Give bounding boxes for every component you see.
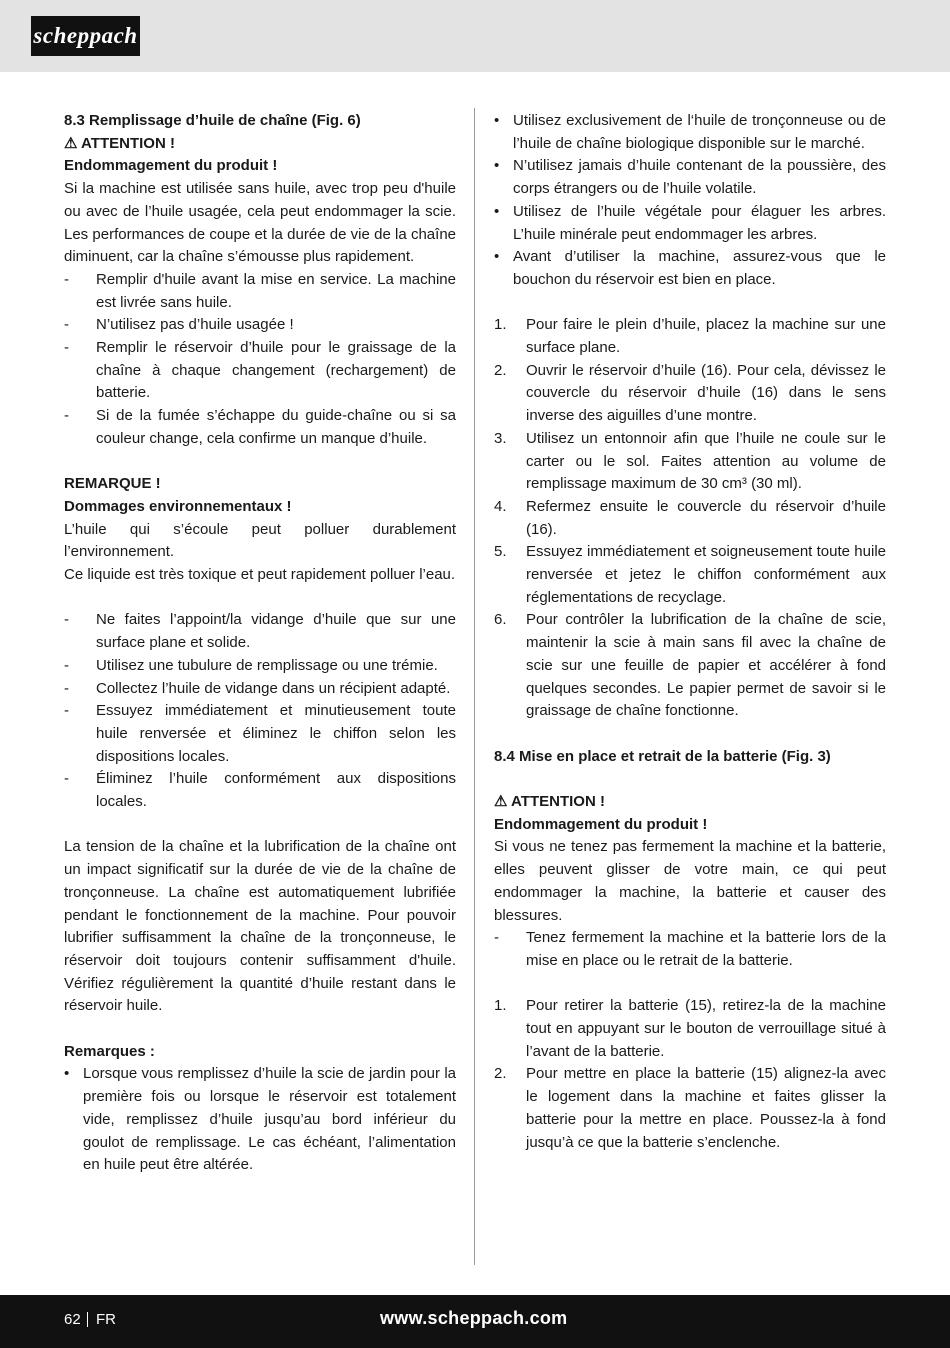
list-item-text: Tenez fermement la machine et la batterie lors de la mise en place ou le retrait de la batterie. xyxy=(526,929,886,969)
bullet-list-item xyxy=(494,201,886,246)
number-marker: 6. xyxy=(494,611,507,629)
numbered-list-item xyxy=(494,1063,886,1154)
dash-list-item xyxy=(64,405,456,450)
number-marker: 3. xyxy=(494,429,507,447)
dash-marker: - xyxy=(64,611,69,629)
dash-list-item xyxy=(64,314,456,337)
dash-list-item xyxy=(64,655,456,678)
numbered-list-item xyxy=(494,541,886,609)
dash-marker: - xyxy=(64,339,69,357)
dash-marker: - xyxy=(494,929,499,947)
dash-list-item xyxy=(64,768,456,813)
bullet-marker: • xyxy=(64,1065,70,1083)
dash-list-item xyxy=(64,678,456,701)
section-8-3-title: 8.3 Remplissage d’huile de chaîne (Fig. 6) xyxy=(64,112,361,129)
list-item-text: Collectez l’huile de vidange dans un récipient adapté. xyxy=(96,679,451,697)
bullet-marker: • xyxy=(494,202,500,220)
numbered-list-item xyxy=(494,360,886,428)
paragraph: Si vous ne tenez pas fermement la machine et la batterie, elles peuvent glisser de votre main, ce qui peut endommager la machine, la batterie et causer des blessures. xyxy=(494,838,886,924)
numbered-list-item xyxy=(494,314,886,359)
list-item-text: Éliminez l’huile conformément aux dispositions locales. xyxy=(96,770,456,811)
number-marker: 2. xyxy=(494,1065,507,1083)
numbered-list-item xyxy=(494,995,886,1063)
bullet-marker: • xyxy=(494,248,500,266)
numbered-list-item xyxy=(494,428,886,496)
list-item-text: Refermez ensuite le couvercle du réservoir d’huile (16). xyxy=(526,497,886,538)
brand-logo: scheppach xyxy=(31,16,140,56)
dash-list-item xyxy=(494,927,886,972)
number-marker: 2. xyxy=(494,361,507,379)
list-item-text: Ouvrir le réservoir d’huile (16). Pour cela, dévissez le couvercle du réservoir d’huile (16) dans le sens inverse des aiguilles d’une montre. xyxy=(526,361,886,425)
list-item-text: N’utilisez pas d’huile usagée ! xyxy=(96,316,294,334)
number-marker: 1. xyxy=(494,997,507,1015)
list-item-text: Lorsque vous remplissez d’huile la scie de jardin pour la première fois ou lorsque le réservoir est totalement vide, remplissez d’huile jusqu’au bord inférieur du goulot de remplissage. Le cas échéant, l’alimentation en huile peut être altérée. xyxy=(83,1065,456,1174)
dash-marker: - xyxy=(64,679,69,697)
list-item-text: Remplir d'huile avant la mise en service. La machine est livrée sans huile. xyxy=(96,270,456,311)
list-item-text: Pour mettre en place la batterie (15) alignez-la avec le logement dans la machine et faites glisser la batterie pour la mettre en place. Poussez-la à fond jusqu’à ce que la batterie s’enclenche. xyxy=(526,1065,886,1151)
list-item-text: Utilisez de l’huile végétale pour élaguer les arbres. L’huile minérale peut endommager les arbres. xyxy=(513,202,886,243)
column-divider xyxy=(474,108,475,1265)
damage-heading: Endommagement du produit ! xyxy=(64,157,278,175)
paragraph: Si la machine est utilisée sans huile, avec trop peu d'huile ou avec de l’huile usagée, cela peut endommager la scie. Les performances de coupe et la durée de vie de la chaîne diminuent, car la chaîne s’émousse plus rapidement. xyxy=(64,180,456,266)
bullet-list-item xyxy=(494,110,886,155)
attention-label: ⚠ ATTENTION ! xyxy=(64,134,175,152)
language-code: FR xyxy=(96,1311,116,1328)
dash-list-item xyxy=(64,269,456,314)
paragraph: L’huile qui s’écoule peut polluer durablement l’environnement. xyxy=(64,520,456,561)
list-item-text: Utilisez une tubulure de remplissage ou une trémie. xyxy=(96,656,438,674)
paragraph: La tension de la chaîne et la lubrification de la chaîne ont un impact significatif sur la durée de vie de la chaîne de tronçonneuse. La chaîne est automatiquement lubrifiée pendant le fonctionnement de la machine. Pour pouvoir lubrifier suffisamment la chaîne de la tronçonneuse, le réservoir doit toujours contenir suffisamment d'huile. Vérifiez régulièrement la quantité d’huile restant dans le réservoir huile. xyxy=(64,838,456,1015)
header-bar xyxy=(0,0,950,72)
bullet-marker: • xyxy=(494,112,500,129)
bullet-list-item xyxy=(494,246,886,291)
number-marker: 4. xyxy=(494,497,507,515)
list-item-text: Si de la fumée s’échappe du guide-chaîne ou si sa couleur change, cela confirme un manque d’huile. xyxy=(96,407,456,447)
bullet-marker: • xyxy=(494,157,500,175)
environment-heading: Dommages environnementaux ! xyxy=(64,497,292,515)
website-url: www.scheppach.com xyxy=(380,1308,568,1328)
dash-marker: - xyxy=(64,656,69,674)
list-item-text: Ne faites l’appoint/la vidange d’huile que sur une surface plane et solide. xyxy=(96,611,456,652)
list-item-text: N’utilisez jamais d’huile contenant de la poussière, des corps étrangers ou de l’huile volatile. xyxy=(513,157,886,198)
numbered-list-item xyxy=(494,496,886,541)
list-item-text: Remplir le réservoir d’huile pour le graissage de la chaîne à chaque changement (rechargement) de batterie. xyxy=(96,339,456,402)
paragraph: Ce liquide est très toxique et peut rapidement polluer l’eau. xyxy=(64,566,456,584)
list-item-text: Pour contrôler la lubrification de la chaîne de scie, maintenir la scie à main sans fil avec la chaîne de scie sur une feuille de papier et accélérer à fond quelques secondes. Le papier permet de savoir si le graissage de chaîne fonctionne. xyxy=(526,611,886,720)
section-8-4-title: 8.4 Mise en place et retrait de la batterie (Fig. 3) xyxy=(494,747,831,765)
dash-list-item xyxy=(64,337,456,405)
list-item-text: Essuyez immédiatement et minutieusement toute huile renversée et éliminez le chiffon selon les dispositions locales. xyxy=(96,702,456,765)
footer-separator xyxy=(87,1312,88,1327)
dash-list-item xyxy=(64,609,456,654)
number-marker: 1. xyxy=(494,316,507,334)
remarque-label: REMARQUE ! xyxy=(64,475,161,493)
dash-marker: - xyxy=(64,316,69,334)
footer-bar xyxy=(0,1295,950,1348)
bullet-list-item xyxy=(494,155,886,200)
attention-label: ⚠ ATTENTION ! xyxy=(494,793,605,811)
right-column xyxy=(494,110,886,1154)
left-column xyxy=(64,110,456,1177)
list-item-text: Utilisez exclusivement de l‘huile de tronçonneuse ou de l’huile de chaîne biologique disponible sur le marché. xyxy=(513,112,886,152)
dash-list-item xyxy=(64,700,456,768)
page-number: 62 xyxy=(64,1311,81,1328)
list-item-text: Pour retirer la batterie (15), retirez-la de la machine tout en appuyant sur le bouton de verrouillage situé à l’avant de la batterie. xyxy=(526,997,886,1060)
dash-marker: - xyxy=(64,270,69,288)
list-item-text: Avant d’utiliser la machine, assurez-vous que le bouchon du réservoir est bien en place. xyxy=(513,248,886,288)
damage-heading: Endommagement du produit ! xyxy=(494,815,708,833)
list-item-text: Utilisez un entonnoir afin que l’huile ne coule sur le carter ou le sol. Faites attention au volume de remplissage maximum de 30 cm³ (30 ml). xyxy=(526,429,886,493)
dash-marker: - xyxy=(64,702,69,720)
number-marker: 5. xyxy=(494,543,507,561)
list-item-text: Essuyez immédiatement et soigneusement toute huile renversée et jetez le chiffon conformément aux réglementations de recyclage. xyxy=(526,543,886,606)
list-item-text: Pour faire le plein d’huile, placez la machine sur une surface plane. xyxy=(526,316,886,357)
bullet-list-item xyxy=(64,1063,456,1177)
dash-marker: - xyxy=(64,407,69,425)
remarques-heading: Remarques : xyxy=(64,1042,155,1060)
dash-marker: - xyxy=(64,770,69,788)
numbered-list-item xyxy=(494,609,886,723)
